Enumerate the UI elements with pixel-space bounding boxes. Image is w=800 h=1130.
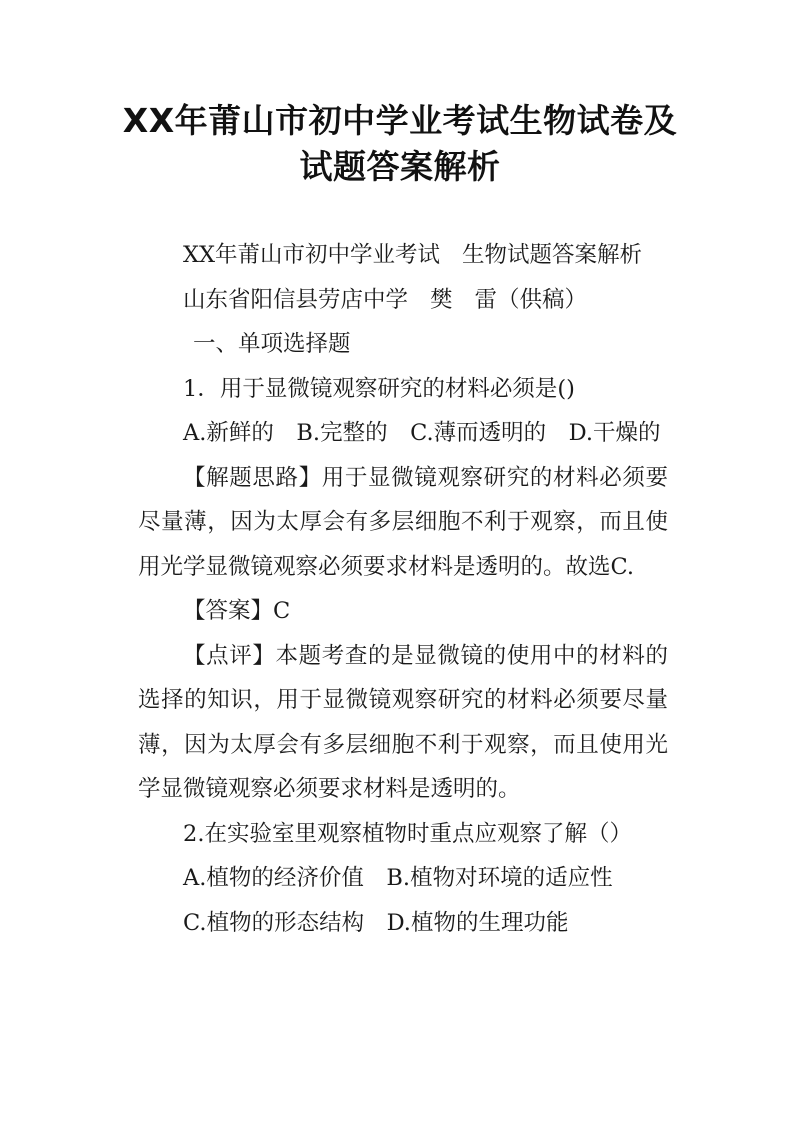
- author-school: 山东省阳信县劳店中学: [183, 286, 409, 313]
- question-2-options-line2: C.植物的形态结构 D.植物的生理功能: [183, 909, 569, 936]
- question-1-answer: 【答案】C: [183, 598, 291, 624]
- document-body: [138, 233, 668, 945]
- author-name-1: 樊: [430, 286, 453, 313]
- question-2: 2.在实验室里观察植物时重点应观察了解（）: [183, 820, 632, 847]
- subtitle-part-b: 生物试题答案解析: [462, 242, 643, 268]
- author-name-2: 雷（供稿）: [474, 286, 588, 313]
- question-1-options: A.新鲜的 B.完整的 C.薄而透明的 D.干燥的: [183, 420, 661, 446]
- question-1-thinking: 【解题思路】用于显微镜观察研究的材料必须要尽量薄，因为太厚会有多层细胞不利于观察，而且使用光学显微镜观察必须要求材料是透明的。故选C.: [138, 464, 668, 580]
- document-title-line2: 试题答案解析: [299, 147, 501, 186]
- section-heading: 一、单项选择题: [193, 331, 351, 357]
- document-title-line1: XX年莆山市初中学业考试生物试卷及: [122, 101, 678, 140]
- question-1: 1．用于显微镜观察研究的材料必须是(): [183, 375, 575, 402]
- subtitle-part-a: XX年莆山市初中学业考试: [183, 242, 441, 268]
- author-paragraph: [138, 278, 668, 323]
- subtitle-paragraph: [138, 233, 668, 278]
- question-2-options-line1: A.植物的经济价值 B.植物对环境的适应性: [183, 865, 613, 891]
- question-1-comment: 【点评】本题考查的是显微镜的使用中的材料的选择的知识，用于显微镜观察研究的材料必须要尽量薄，因为太厚会有多层细胞不利于观察，而且使用光学显微镜观察必须要求材料是透明的。: [138, 642, 668, 802]
